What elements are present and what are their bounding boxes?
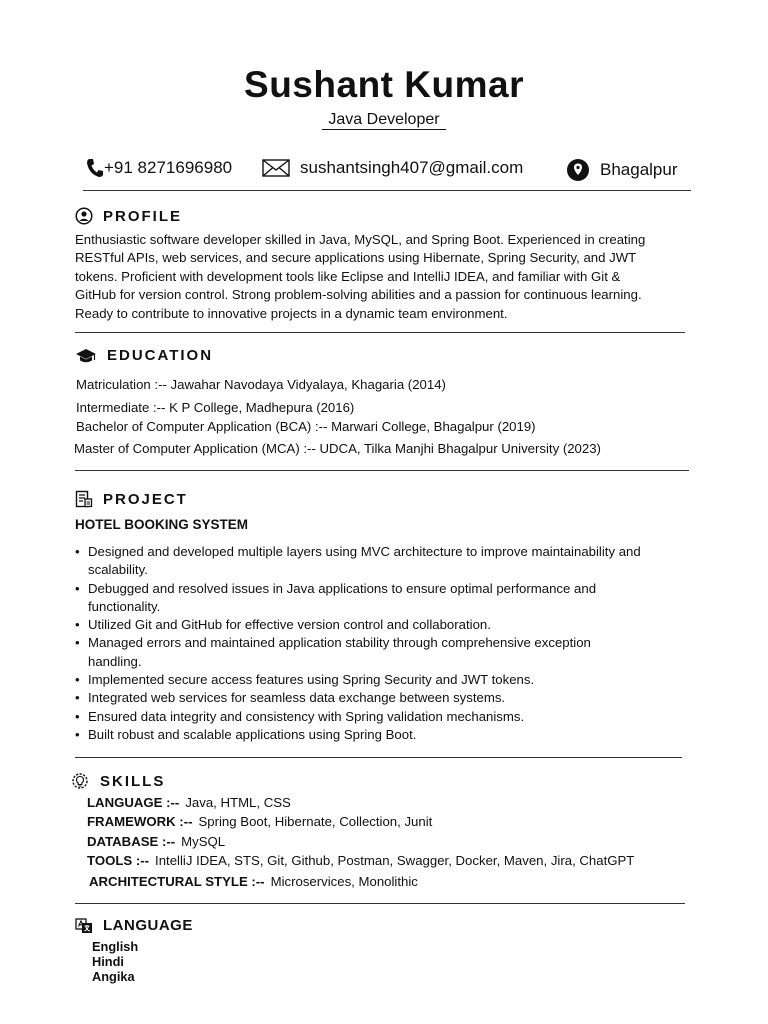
language-list	[92, 939, 138, 984]
project-bullets	[75, 543, 695, 744]
skills-title: SKILLS	[100, 772, 166, 790]
contact-location	[566, 158, 678, 182]
divider	[75, 903, 685, 904]
phone-number: +91 8271696980	[104, 158, 233, 177]
education-item: Intermediate :-- K P College, Madhepura (2016)	[76, 400, 355, 415]
skill-label: DATABASE :--	[87, 834, 176, 849]
project-title: PROJECT	[103, 490, 188, 508]
bullet-text: • Utilized Git and GitHub for effective version control and collaboration.	[88, 617, 491, 633]
list-item	[88, 543, 695, 580]
project-name: HOTEL BOOKING SYSTEM	[75, 517, 249, 532]
list-item	[88, 580, 695, 617]
user-circle-icon	[75, 207, 93, 225]
skill-row-database	[87, 834, 225, 849]
list-item	[88, 726, 695, 744]
email-address: sushantsingh407@gmail.com	[300, 158, 524, 177]
divider	[75, 470, 689, 471]
skill-row-architecture	[89, 874, 418, 889]
skill-label: FRAMEWORK :--	[87, 814, 193, 829]
skill-label: TOOLS :--	[87, 853, 150, 868]
bullet-text: functionality.	[88, 598, 161, 614]
skills-heading	[70, 771, 165, 791]
divider	[75, 757, 682, 758]
skill-row-language	[87, 795, 291, 810]
contact-email	[262, 158, 523, 178]
job-title	[0, 111, 768, 129]
education-item: Bachelor of Computer Application (BCA) :-- Marwari College, Bhagalpur (2019)	[76, 419, 536, 434]
graduation-cap-icon	[75, 348, 97, 364]
education-item: Master of Computer Application (MCA) :-- UDCA, Tilka Manjhi Bhagalpur University (2023)	[74, 441, 601, 456]
skill-row-tools	[87, 853, 634, 868]
bullet-text: handling.	[88, 653, 142, 669]
skill-value: Java, HTML, CSS	[185, 795, 291, 810]
divider	[83, 190, 691, 191]
skill-label: LANGUAGE :--	[87, 795, 180, 810]
bullet-text: • Designed and developed multiple layers using MVC architecture to improve maintainability and	[88, 544, 641, 559]
lightbulb-gear-icon	[70, 771, 90, 791]
list-item	[88, 634, 695, 671]
bullet-text: • Debugged and resolved issues in Java applications to ensure optimal performance and	[88, 580, 597, 596]
project-heading	[75, 490, 188, 508]
profile-heading	[75, 207, 182, 225]
job-title-text: Java Developer	[322, 111, 445, 130]
education-heading	[75, 347, 213, 364]
skill-value: Spring Boot, Hibernate, Collection, Junit	[198, 814, 433, 829]
list-item	[88, 708, 695, 726]
bullet-text: scalability.	[88, 562, 148, 578]
bullet-text: • Managed errors and maintained application stability through comprehensive exception	[88, 635, 591, 651]
language-heading	[75, 917, 193, 934]
profile-line: Enthusiastic software developer skilled in Java, MySQL, and Spring Boot. Experienced in creating	[75, 232, 646, 247]
bullet-text: • Implemented secure access features using Spring Security and JWT tokens.	[88, 672, 535, 688]
envelope-icon	[262, 159, 290, 177]
profile-line: RESTful APIs, web services, and secure applications using Hibernate, Spring Security, and JWT	[75, 250, 637, 266]
list-item	[88, 689, 695, 707]
location-text: Bhagalpur	[600, 160, 678, 179]
language-title: LANGUAGE	[103, 917, 193, 934]
translate-icon	[75, 918, 93, 934]
bullet-text: • Ensured data integrity and consistency with Spring validation mechanisms.	[88, 708, 525, 724]
skill-value: IntelliJ IDEA, STS, Git, Github, Postman, Swagger, Docker, Maven, Jira, ChatGPT	[155, 853, 635, 868]
language-item: Angika	[92, 969, 135, 984]
phone-icon	[86, 158, 104, 178]
divider	[75, 332, 685, 333]
education-title: EDUCATION	[107, 347, 214, 364]
document-icon	[75, 490, 93, 508]
profile-line: tokens. Proficient with development tools like Eclipse and IntelliJ IDEA, and familiar with Git &	[75, 268, 621, 284]
candidate-name: Sushant Kumar	[244, 64, 524, 105]
profile-summary	[75, 231, 695, 323]
skill-value: MySQL	[181, 834, 226, 849]
skill-label: ARCHITECTURAL STYLE :--	[89, 874, 265, 889]
bullet-text: • Built robust and scalable applications using Spring Boot.	[88, 726, 417, 742]
list-item	[88, 616, 695, 634]
location-pin-icon	[566, 158, 590, 182]
profile-line: GitHub for version control. Strong problem-solving abilities and a passion for continuous learning.	[75, 287, 642, 303]
contact-phone	[86, 158, 232, 178]
profile-line: Ready to contribute to innovative projects in a dynamic team environment.	[75, 305, 508, 321]
list-item	[88, 671, 695, 689]
bullet-text: • Integrated web services for seamless data exchange between systems.	[88, 690, 506, 706]
education-item: Matriculation :-- Jawahar Navodaya Vidyalaya, Khagaria (2014)	[76, 377, 446, 392]
skill-row-framework	[87, 814, 432, 829]
skill-value: Microservices, Monolithic	[270, 874, 418, 889]
language-item: Hindi	[92, 954, 124, 969]
language-item: English	[92, 939, 139, 954]
profile-title: PROFILE	[103, 207, 183, 225]
